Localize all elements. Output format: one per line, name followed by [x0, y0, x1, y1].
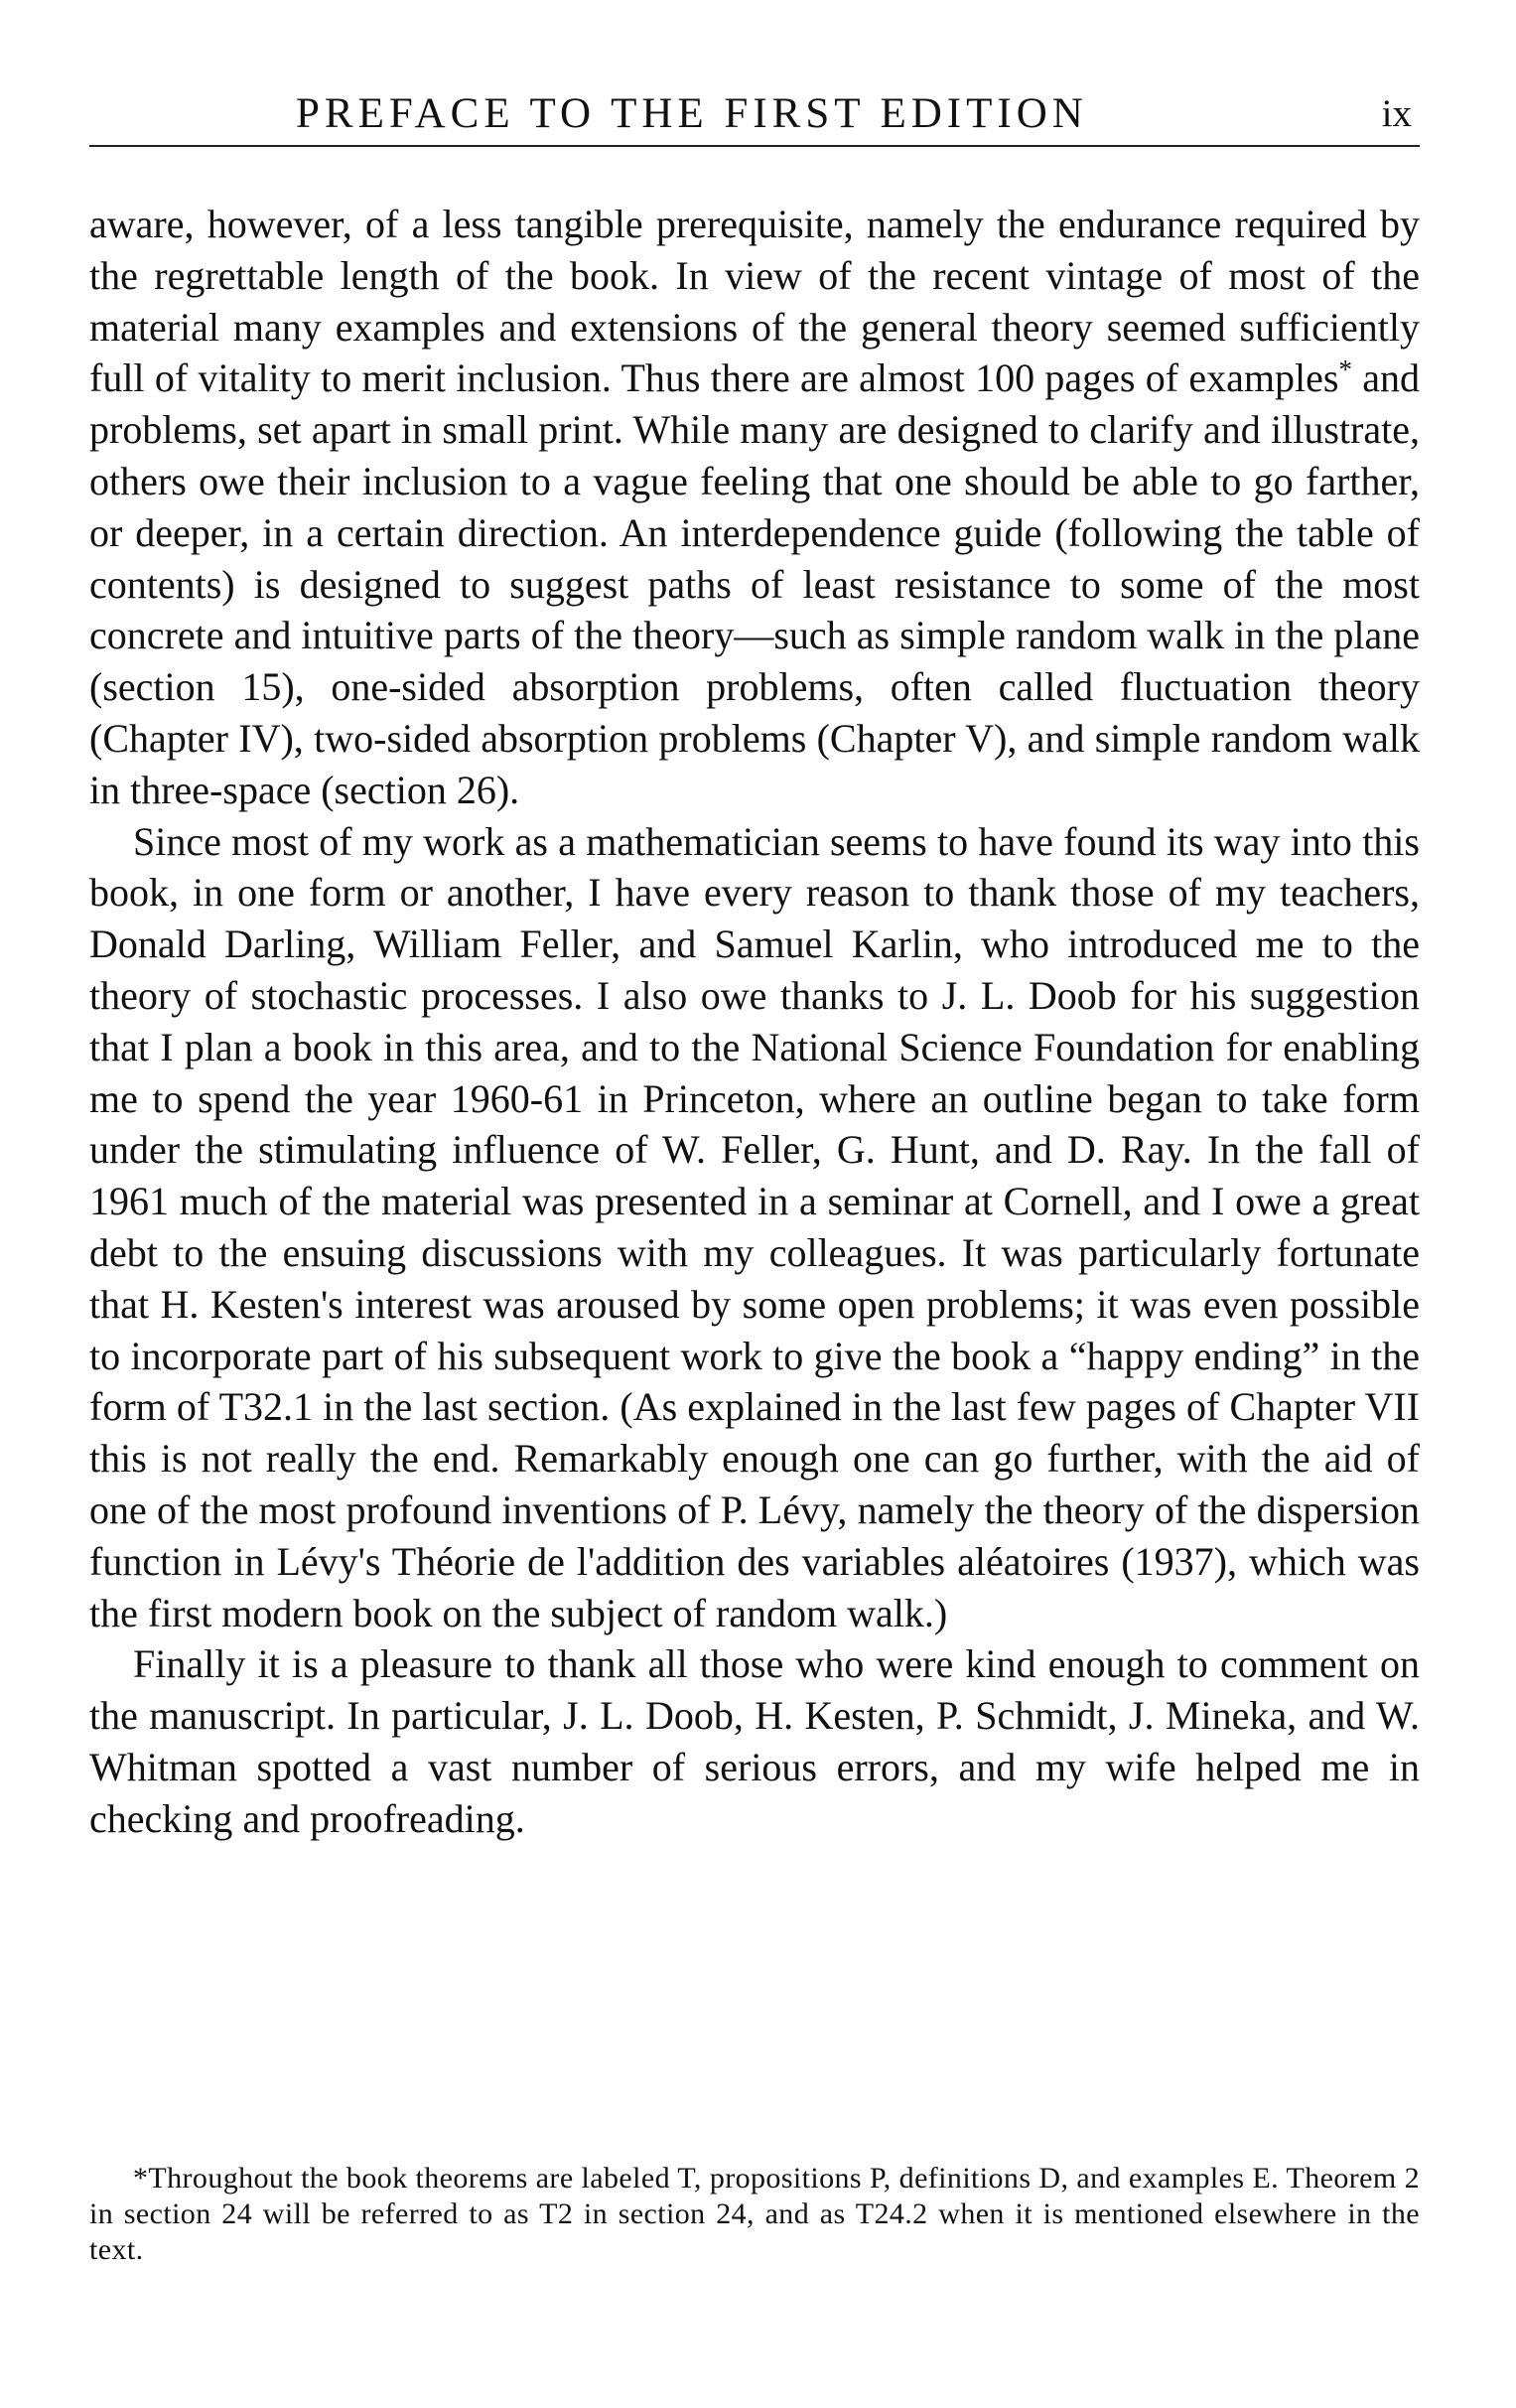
- footnote-marker: *: [1338, 354, 1352, 385]
- paragraph-1: [89, 199, 1420, 816]
- paragraph-3: Finally it is a pleasure to thank all those who were kind enough to comment on the manuscript. In particular, J. L. Doob, H. Kesten, P. Schmidt, J. Mineka, and W. Whitman spotted a vast number of serious errors, and my wife helped me in checking and proofreading.: [89, 1641, 1420, 1841]
- paragraph-1-part-b: and problems, set apart in small print. While many are designed to clarify and illustrate, others owe their inclusion to a vague feeling that one should be able to go farther, or deeper, in a certain direction. An interdependence guide (following the table of contents) is designed to suggest paths of least resistance to some of the most concrete and intuitive parts of the theory—such as simple random walk in the plane (section 15), one-sided absorption problems, often called fluctuation theory (Chapter IV), two-sided absorption problems (Chapter V), and simple random walk in three-space (section 26).: [89, 355, 1420, 812]
- footnote: [89, 2161, 1420, 2268]
- footnote-text: Throughout the book theorems are labeled T, propositions P, definitions D, and examples E. Theorem 2 in section 24 will be referred to as T2 in section 24, and as T24.2 when it is mentioned elsewhere in the text.: [89, 2162, 1420, 2266]
- body-text: [89, 199, 1420, 1845]
- page-header: [89, 83, 1420, 147]
- paragraph-1-part-a: aware, however, of a less tangible prerequisite, namely the endurance required by the regrettable length of the book. In view of the recent vintage of most of the material many examples and extensions of the general theory seemed sufficiently full of vitality to merit inclusion. Thus there are almost 100 pages of examples: [89, 202, 1420, 401]
- running-title: PREFACE TO THE FIRST EDITION: [296, 90, 1088, 137]
- book-page: [89, 0, 1420, 2408]
- page-number: ix: [1381, 92, 1412, 135]
- footnote-mark: *: [133, 2162, 149, 2195]
- paragraph-2: Since most of my work as a mathematician seems to have found its way into this book, in one form or another, I have every reason to thank those of my teachers, Donald Darling, William Feller, and Samuel Karlin, who introduced me to the theory of stochastic processes. I also owe thanks to J. L. Doob for his suggestion that I plan a book in this area, and to the National Science Foundation for enabling me to spend the year 1960-61 in Princeton, where an outline began to take form under the stimulating influence of W. Feller, G. Hunt, and D. Ray. In the fall of 1961 much of the material was presented in a seminar at Cornell, and I owe a great debt to the ensuing discussions with my colleagues. It was particularly fortunate that H. Kesten's interest was aroused by some open problems; it was even possible to incorporate part of his subsequent work to give the book a “happy ending” in the form of T32.1 in the last section. (As explained in the last few pages of Chapter VII this is not really the end. Remarkably enough one can go further, with the aid of one of the most profound inventions of P. Lévy, namely the theory of the dispersion function in Lévy's Théorie de l'addition des variables aléatoires (1937), which was the first modern book on the subject of random walk.): [89, 818, 1420, 1635]
